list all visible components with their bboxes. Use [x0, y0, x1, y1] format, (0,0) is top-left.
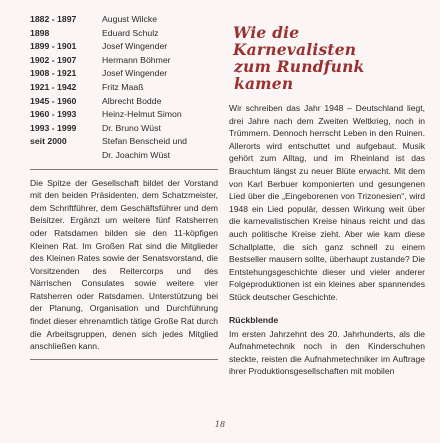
timeline-years: [30, 149, 102, 163]
article-title: [229, 24, 425, 92]
timeline-name: Albrecht Bodde: [102, 95, 162, 106]
timeline-row: [30, 95, 187, 109]
timeline-years: 1945 - 1960: [30, 95, 77, 106]
timeline-years: 1921 - 1942: [30, 81, 77, 92]
timeline-name: Hermann Böhmer: [102, 54, 171, 65]
left-column: [30, 13, 220, 360]
timeline-name: August Wilcke: [102, 14, 158, 24]
timeline-row: [30, 54, 187, 68]
timeline-row: [30, 40, 187, 54]
board-info-box: [30, 169, 218, 360]
article-intro-text: Wir schreiben das Jahr 1948 – Deutschland liegt, drei Jahre nach dem Zweiten Weltkrieg, noch in Trümmern. Dennoch herrscht Leben in den Ruinen. Allerorts wird entschuttet und aufgebaut. Musik gehört zum Alltag, und im Rheinland ist das Brauchtum längst zu neuer Blüte erwacht. Mit dem von Karl Berbuer komponierten und gesungenen Lied über die „Eingeborenen von Trizonesien“, wird 1948 ein Lied populär, dessen Wirkung weit über die karnevalistischen Kreise hinaus reicht und das auch politische Kreise zieht. Aber wie kam diese Schallplatte, die sich ganz schnell zu einem Bestseller mausern sollte, überhaupt zustande? Die Entstehungsgeschichte dieser und vieler anderer Folgeproduktionen ist ein kleines aber spannendes Stück deutscher Geschichte.: [229, 103, 425, 302]
timeline-years: 1908 - 1921: [30, 68, 77, 79]
timeline-name: Eduard Schulz: [102, 27, 159, 38]
timeline-name: Heinz-Helmut Simon: [102, 109, 182, 120]
timeline-name: Josef Wingender: [102, 68, 168, 79]
timeline-years: 1902 - 1907: [30, 54, 77, 65]
timeline-name: Dr. Bruno Wüst: [102, 122, 161, 133]
timeline-years: 1960 - 1993: [30, 109, 77, 120]
board-info-text: Die Spitze der Gesellschaft bildet der Vorstand mit den beiden Präsidenten, dem Schatzmeister, dem Schriftführer, dem Geschäftsführer und dem Beisitzer. Ergänzt um weitere fünf Ratsherren oder Ratsdamen bilden sie den 11-köpfigen Kleinen Rat. Im Großen Rat sind die Mitglieder des Kleinen Rates sowie der Senatsvorstand, die Vorsitzenden des Reitercorps und des Närrischen Consulates sowie weitere vier Ratsherren oder Ratsdamen. Unterstützung bei der Planung, Organisation und Durchführung findet dieser ehrenamtlich tätige Große Rat durch die Arbeitsgruppen, denen sich jedes Mitglied anschließen kann.: [30, 177, 218, 352]
timeline-name: Dr. Joachim Wüst: [102, 149, 171, 160]
timeline-years: 1898: [30, 27, 50, 38]
timeline-row: [30, 149, 187, 163]
timeline-row: [30, 81, 187, 95]
timeline-years: 1882 - 1897: [30, 14, 77, 24]
timeline-years: 1899 - 1901: [30, 41, 77, 52]
timeline-name: Josef Wingender: [102, 41, 168, 52]
timeline-name: Fritz Maaß: [102, 81, 144, 92]
timeline-row: [30, 13, 187, 27]
president-timeline: [30, 13, 187, 163]
right-column: [229, 24, 425, 378]
timeline-years: 1993 - 1999: [30, 122, 77, 133]
timeline-row: [30, 122, 187, 136]
timeline-years: seit 2000: [30, 136, 67, 147]
page-number: 18: [214, 420, 226, 429]
timeline-row: [30, 108, 187, 122]
article-title-line-1: Wie die Karnevalisten: [233, 23, 357, 59]
timeline-row: [30, 135, 187, 149]
timeline-name: Stefan Benscheid und: [102, 136, 188, 147]
timeline-row: [30, 67, 187, 81]
article-title-line-2: zum Rundfunk kamen: [234, 57, 365, 93]
section-heading: Rückblende: [229, 314, 279, 325]
section-text: Im ersten Jahrzehnt des 20. Jahrhunderts, als die Aufnahmetechnik noch in den Kinderschuhen steckte, reisten die Aufnahmetechniker im Auftrage ihrer Produktionsgesellschaften mit mobilen: [229, 328, 425, 377]
timeline-row: [30, 27, 187, 41]
